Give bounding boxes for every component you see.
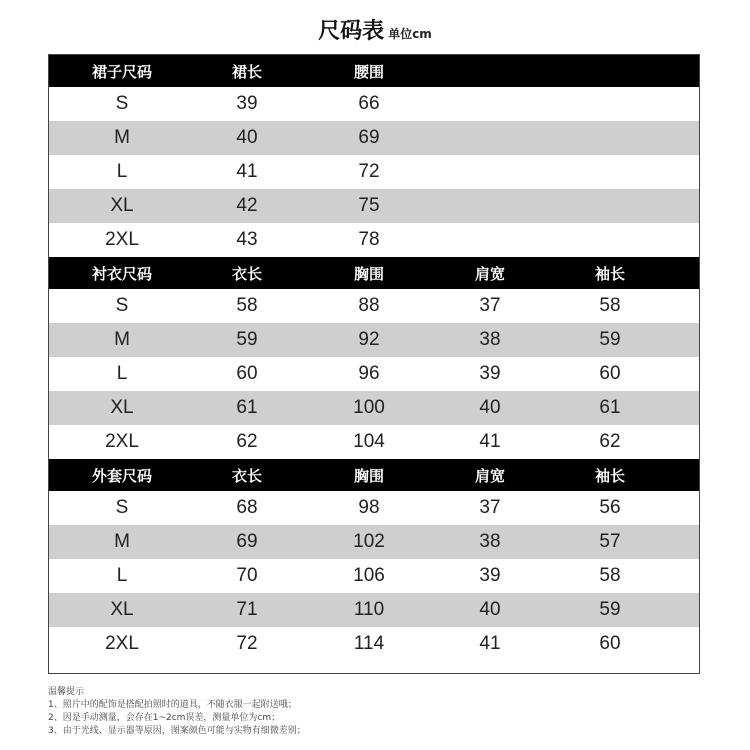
- size-cell: L: [116, 363, 128, 384]
- value-cell: 72: [358, 161, 380, 182]
- table-row: [49, 323, 699, 357]
- notes-heading: 温馨提示: [48, 687, 85, 697]
- note-item: 2、因是手动测量，会存在1~2cm误差，测量单位为cm；: [48, 713, 281, 723]
- table-row: [49, 627, 699, 661]
- value-cell: 61: [236, 397, 258, 418]
- value-cell: 37: [479, 497, 501, 518]
- value-cell: 59: [599, 329, 621, 350]
- size-cell: XL: [110, 397, 134, 418]
- table-row: [49, 491, 699, 525]
- value-cell: 69: [236, 531, 258, 552]
- page-title: 尺码表: [318, 19, 385, 44]
- value-cell: 98: [358, 497, 380, 518]
- value-cell: 43: [236, 229, 258, 250]
- value-cell: 68: [236, 497, 258, 518]
- size-cell: M: [114, 531, 130, 552]
- value-cell: 102: [353, 531, 385, 552]
- table-row: [49, 357, 699, 391]
- value-cell: 39: [479, 363, 501, 384]
- value-cell: 41: [236, 161, 258, 182]
- size-cell: 2XL: [105, 633, 139, 654]
- value-cell: 40: [479, 599, 501, 620]
- size-cell: XL: [110, 599, 134, 620]
- size-cell: 2XL: [105, 229, 139, 250]
- value-cell: 100: [353, 397, 385, 418]
- value-cell: 62: [236, 431, 258, 452]
- value-cell: 57: [599, 531, 621, 552]
- value-cell: 59: [599, 599, 621, 620]
- table-row: [49, 593, 699, 627]
- coat-header-row: [49, 459, 699, 491]
- value-cell: 78: [358, 229, 380, 250]
- notes-section: [48, 686, 708, 738]
- header-cell: 外套尺码: [91, 466, 152, 485]
- table-row: [49, 289, 699, 323]
- unit-label: 单位cm: [388, 27, 432, 41]
- table-row: [49, 155, 699, 189]
- value-cell: 88: [358, 295, 380, 316]
- value-cell: 41: [479, 431, 501, 452]
- value-cell: 72: [236, 633, 258, 654]
- value-cell: 60: [236, 363, 258, 384]
- value-cell: 106: [353, 565, 385, 586]
- table-row: [49, 121, 699, 155]
- value-cell: 59: [236, 329, 258, 350]
- shirt-header-row: [49, 257, 699, 289]
- size-cell: 2XL: [105, 431, 139, 452]
- value-cell: 58: [236, 295, 258, 316]
- table-row: [49, 525, 699, 559]
- value-cell: 104: [353, 431, 385, 452]
- value-cell: 37: [479, 295, 501, 316]
- size-cell: S: [115, 295, 129, 316]
- header-cell: 肩宽: [474, 264, 505, 283]
- header-cell: 袖长: [594, 466, 625, 485]
- value-cell: 60: [599, 633, 621, 654]
- note-item: 3、由于光线、显示器等原因，图案颜色可能与实物有细微差别；: [48, 726, 306, 736]
- table-row: [49, 425, 699, 459]
- value-cell: 69: [358, 127, 380, 148]
- value-cell: 38: [479, 329, 501, 350]
- value-cell: 39: [236, 93, 258, 114]
- value-cell: 40: [479, 397, 501, 418]
- value-cell: 62: [599, 431, 621, 452]
- table-row: [49, 87, 699, 121]
- page-title-area: [0, 14, 750, 45]
- header-cell: 腰围: [353, 62, 384, 81]
- table-row: [49, 189, 699, 223]
- table-row: [49, 223, 699, 257]
- value-cell: 110: [353, 599, 385, 620]
- size-cell: M: [114, 127, 130, 148]
- size-cell: XL: [110, 195, 134, 216]
- value-cell: 38: [479, 531, 501, 552]
- header-cell: 胸围: [353, 264, 384, 283]
- value-cell: 40: [236, 127, 258, 148]
- size-chart-table: [48, 54, 700, 674]
- value-cell: 75: [358, 195, 380, 216]
- size-cell: S: [115, 93, 129, 114]
- value-cell: 71: [236, 599, 258, 620]
- header-cell: 衣长: [231, 466, 262, 485]
- header-cell: 衬衣尺码: [91, 264, 152, 283]
- value-cell: 92: [358, 329, 380, 350]
- value-cell: 66: [358, 93, 380, 114]
- header-cell: 裙长: [231, 62, 262, 81]
- size-cell: L: [116, 161, 128, 182]
- header-cell: 肩宽: [474, 466, 505, 485]
- skirt-header-row: [49, 55, 699, 87]
- value-cell: 96: [358, 363, 380, 384]
- value-cell: 39: [479, 565, 501, 586]
- value-cell: 56: [599, 497, 621, 518]
- value-cell: 41: [479, 633, 501, 654]
- value-cell: 42: [236, 195, 258, 216]
- header-cell: 衣长: [231, 264, 262, 283]
- value-cell: 70: [236, 565, 258, 586]
- size-cell: M: [114, 329, 130, 350]
- table-row: [49, 559, 699, 593]
- table-row: [49, 391, 699, 425]
- value-cell: 114: [353, 633, 385, 654]
- value-cell: 58: [599, 295, 621, 316]
- header-cell: 裙子尺码: [91, 62, 152, 81]
- size-cell: L: [116, 565, 128, 586]
- value-cell: 58: [599, 565, 621, 586]
- header-cell: 胸围: [353, 466, 384, 485]
- note-item: 1、照片中的配饰是搭配拍照时的道具，不随衣服一起附送哦；: [48, 700, 297, 710]
- value-cell: 61: [599, 397, 621, 418]
- size-cell: S: [115, 497, 129, 518]
- value-cell: 60: [599, 363, 621, 384]
- header-cell: 袖长: [594, 264, 625, 283]
